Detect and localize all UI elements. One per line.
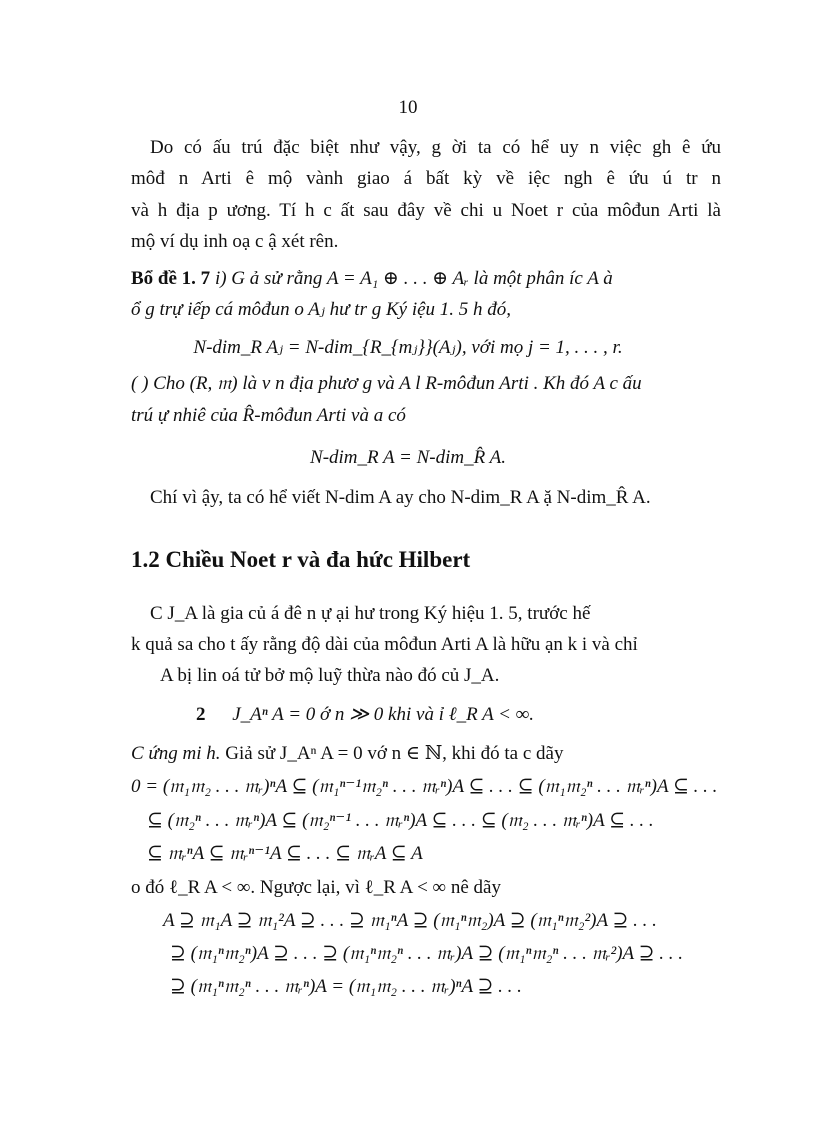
proof-text-1: Giả sử J_Aⁿ A = 0 vớ n ∈ ℕ, khi đó ta c dãy [220,743,564,764]
lemma-line-3: ( ) Cho (R, 𝔪) là v n địa phươ g và A l R-môđun Arti . Kh đó A c ấu [131,373,642,394]
paragraph-2-line-1: C J_A là gia củ á đê n ự ại hư trong Ký hiệu 1. 5, trước hế [150,603,591,624]
proof-line-2: o đó ℓ_R A < ∞. Ngược lại, vì ℓ_R A < ∞ nê dãy [131,877,501,898]
proposition-number: 2 [196,704,206,725]
proof-line-1 [131,742,563,766]
proof-equation-4: A ⊇ 𝔪₁A ⊇ 𝔪₁²A ⊇ . . . ⊇ 𝔪₁ⁿA ⊇ (𝔪₁ⁿ𝔪₂)A ⊇ (𝔪₁ⁿ𝔪₂²)A ⊇ . . . [163,910,657,931]
proof-equation-6: ⊇ (𝔪₁ⁿ𝔪₂ⁿ . . . 𝔪ᵣⁿ)A = (𝔪₁𝔪₂ . . . 𝔪ᵣ)ⁿA ⊇ . . . [170,976,522,997]
lemma-line-2: ổ g trự iếp cá môđun o Aⱼ hư tr g Ký iệu 1. 5 h đó, [131,299,512,320]
proposition-text: J_Aⁿ A = 0 ớ n ≫ 0 khi và ỉ ℓ_R A < ∞. [232,704,535,725]
proof-equation-5: ⊇ (𝔪₁ⁿ𝔪₂ⁿ)A ⊇ . . . ⊇ (𝔪₁ⁿ𝔪₂ⁿ . . . 𝔪ᵣ)A ⊇ (𝔪₁ⁿ𝔪₂ⁿ . . . 𝔪ᵣ²)A ⊇ . . . [170,943,683,964]
lemma-text-1: i) G ả sử rằng A = A₁ ⊕ . . . ⊕ Aᵣ là một phân íc A à [210,268,613,289]
proof-equation-2: ⊆ (𝔪₂ⁿ . . . 𝔪ᵣⁿ)A ⊆ (𝔪₂ⁿ⁻¹ . . . 𝔪ᵣⁿ)A ⊆ . . . ⊆ (𝔪₂ . . . 𝔪ᵣⁿ)A ⊆ . . . [147,810,654,831]
lemma-line-4: trú ự nhiê của R̂-môđun Arti và a có [131,405,406,426]
lemma-equation-2: N-dim_R A = N-dim_R̂ A. [310,447,506,468]
proposition [196,703,534,727]
paragraph-1-line-1: Do có ấu trú đặc biệt như vậy, g ời ta có hể uy n việc gh ê ứu [150,137,721,158]
proof-heading: C ứng mi h. [131,743,221,764]
paragraph-1-line-2: môđ n Arti ê mộ vành giao á bất kỳ về iệc ngh ê ứu ú tr n [131,168,721,189]
paragraph-1-line-3: và h địa p ương. Tí h c ất sau đây về chi u Noet r của môđun Arti là [131,200,721,221]
page-number: 10 [398,97,418,118]
lemma-note: Chí vì ậy, ta có hể viết N-dim A ay cho N-dim_R A ặ N-dim_R̂ A. [150,487,651,508]
paragraph-2-line-3: A bị lin oá tử bở mộ luỹ thừa nào đó củ J_A. [160,665,500,686]
proof-equation-1: 0 = (𝔪₁𝔪₂ . . . 𝔪ᵣ)ⁿA ⊆ (𝔪₁ⁿ⁻¹𝔪₂ⁿ . . . 𝔪ᵣⁿ)A ⊆ . . . ⊆ (𝔪₁𝔪₂ⁿ . . . 𝔪ᵣⁿ)A ⊆ . . . [131,776,718,797]
paragraph-1-line-4: mộ ví dụ inh oạ c ậ xét rên. [131,231,339,252]
lemma-line-1 [131,267,613,291]
lemma-heading: Bổ đề 1. 7 [131,268,211,289]
proof-equation-3: ⊆ 𝔪ᵣⁿA ⊆ 𝔪ᵣⁿ⁻¹A ⊆ . . . ⊆ 𝔪ᵣA ⊆ A [147,843,423,864]
section-heading: 1.2 Chiều Noet r và đa hức Hilbert [131,547,471,572]
paragraph-2-line-2: k quả sa cho t ấy rằng độ dài của môđun Arti A là hữu ạn k i và chỉ [131,634,638,655]
lemma-equation-1: N-dim_R Aⱼ = N-dim_{R_{mⱼ}}(Aⱼ), với mọ j = 1, . . . , r. [193,337,623,358]
